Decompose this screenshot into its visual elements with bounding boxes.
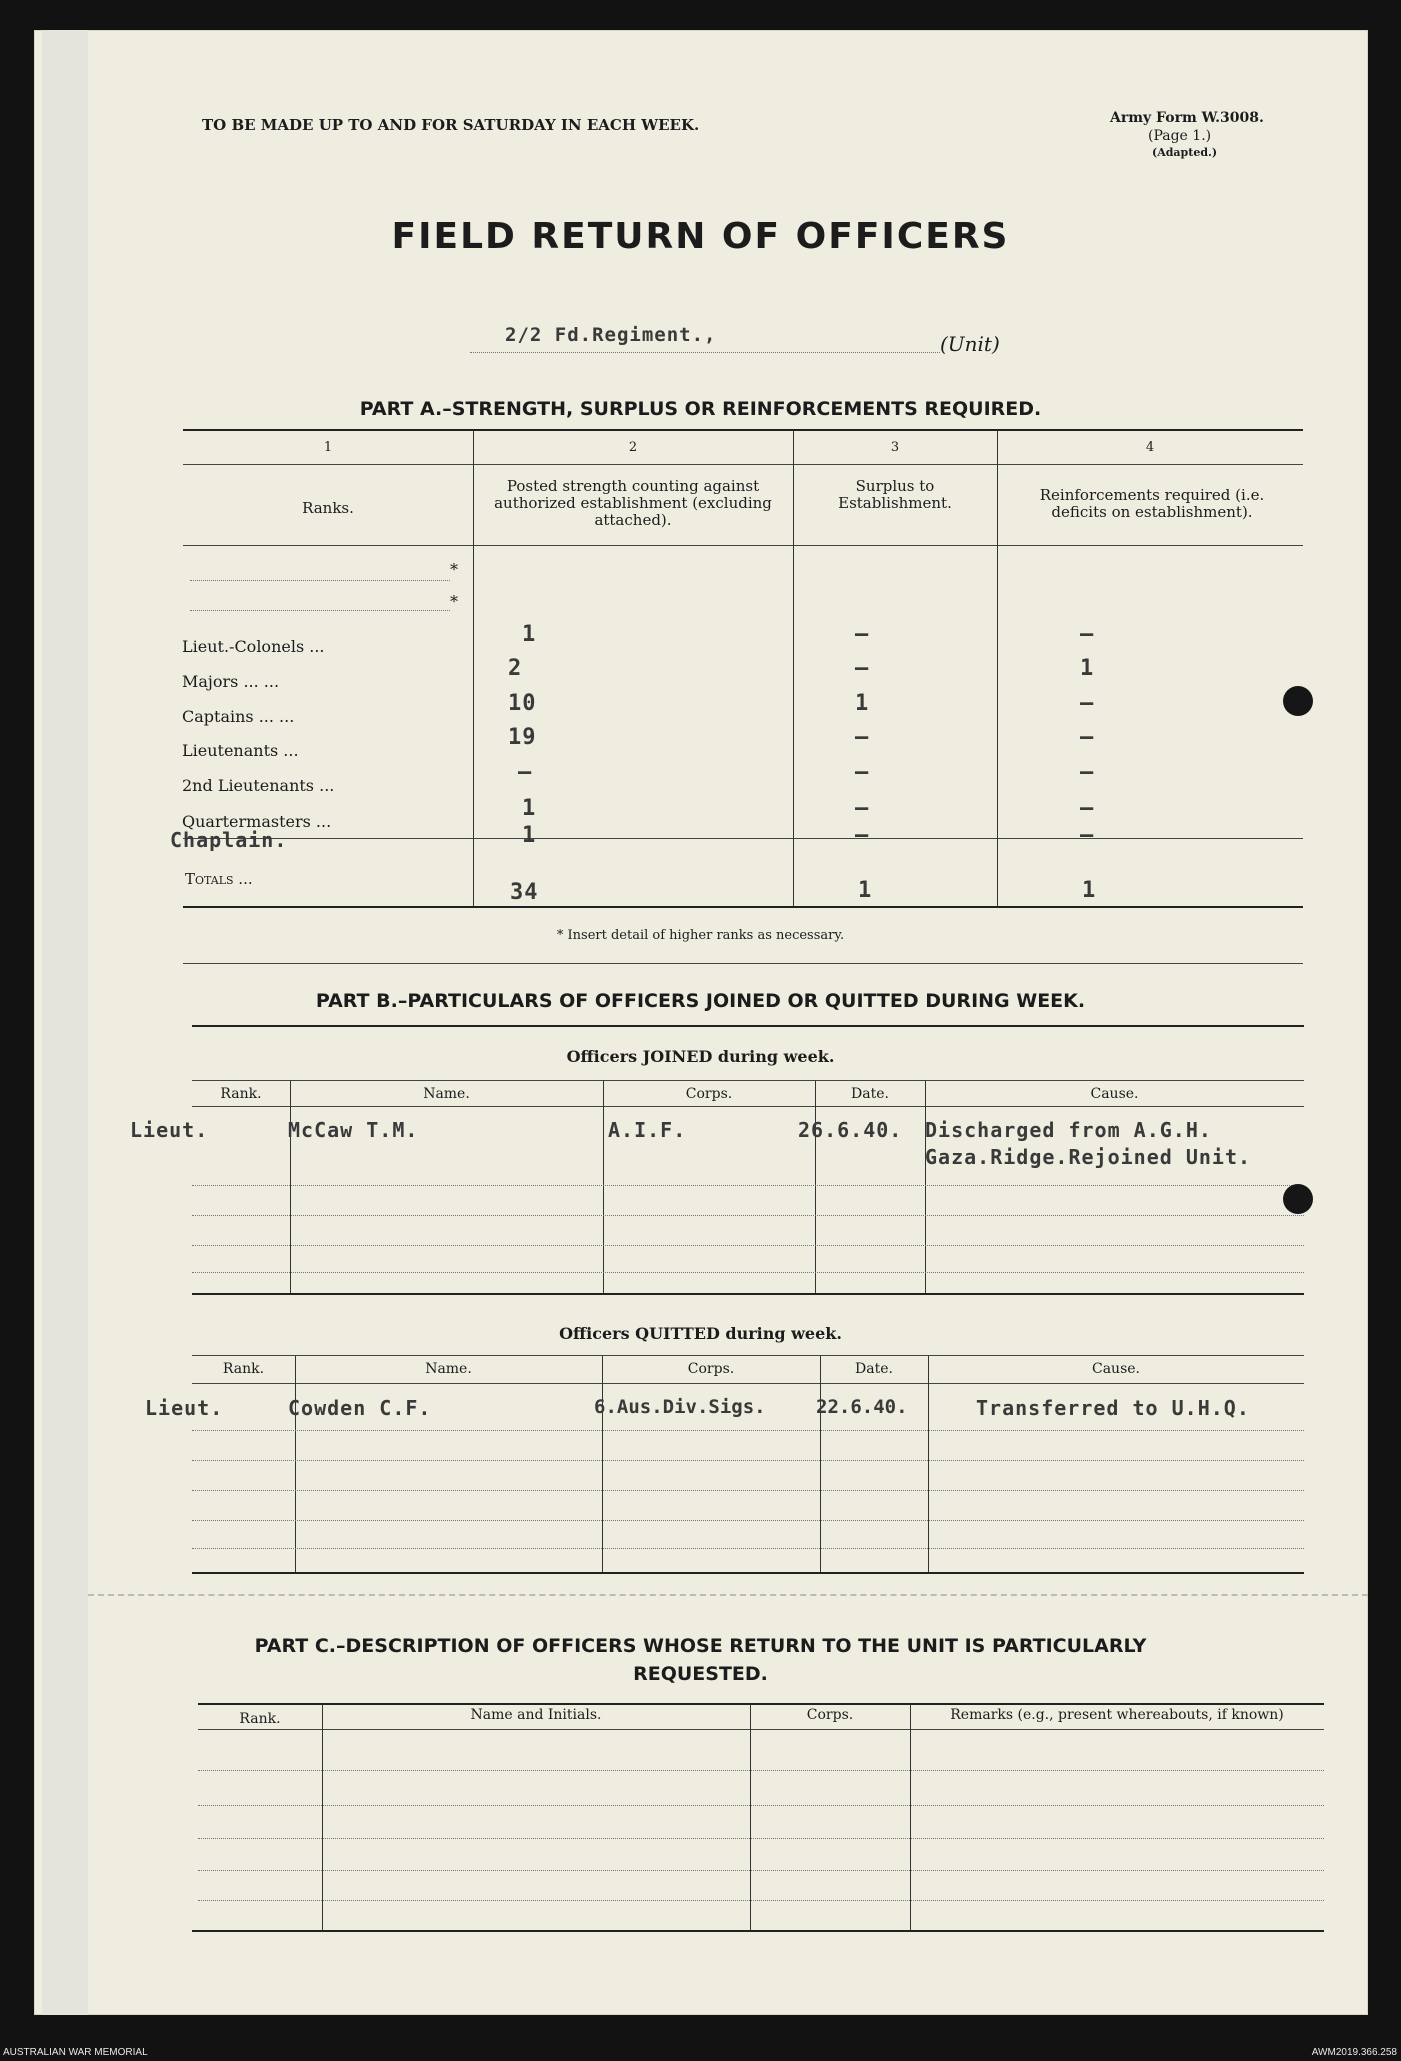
part-a-top-rule: [183, 429, 1303, 431]
posted-value: –: [518, 760, 533, 785]
rank-label: Lieutenants ...: [182, 741, 299, 760]
surplus-value: –: [855, 796, 870, 821]
rank-label: 2nd Lieutenants ...: [182, 776, 335, 795]
part-b-top-rule: [192, 1025, 1304, 1027]
part-a-totals-rule: [183, 838, 1303, 839]
reinforcements-value: –: [1080, 725, 1095, 750]
quitted-title: Officers QUITTED during week.: [559, 1324, 842, 1343]
unit-value: 2/2 Fd.Regiment.,: [505, 324, 717, 346]
part-a-bottom-rule: [183, 906, 1303, 908]
surplus-value: –: [855, 725, 870, 750]
joined-col-divider: [925, 1081, 926, 1293]
reinforcements-value: –: [1080, 796, 1095, 821]
part-a-col-divider: [997, 430, 998, 906]
punch-hole: [1283, 686, 1313, 716]
joined-header-bottom: [192, 1106, 1304, 1107]
joined-dotted-line: [192, 1185, 1304, 1186]
rank-label: Captains ... ...: [182, 707, 295, 726]
quitted-col-rank: Rank.: [222, 1361, 265, 1377]
rank-label: Majors ... ...: [182, 672, 280, 691]
rank-label: Lieut.-Colonels ...: [182, 637, 325, 656]
col-header-ranks: Ranks.: [302, 499, 354, 517]
quitted-col-cause: Cause.: [1092, 1361, 1140, 1377]
quitted-dotted-line: [192, 1430, 1304, 1431]
reinforcements-value: –: [1080, 760, 1095, 785]
joined-dotted-line: [192, 1245, 1304, 1246]
perforation-line: [88, 1594, 1368, 1596]
totals-posted: 34: [510, 880, 539, 905]
part-a-footnote-rule: [183, 963, 1303, 964]
form-number: Army Form W.3008.: [1110, 110, 1264, 126]
part-c-dotted-line: [198, 1838, 1324, 1839]
surplus-value: –: [855, 760, 870, 785]
blank-rank-line: [190, 580, 450, 581]
part-c-dotted-line: [198, 1900, 1324, 1901]
asterisk-mark: *: [450, 592, 458, 611]
part-c-col-divider: [910, 1704, 911, 1930]
col-number-3: 3: [890, 440, 900, 455]
part-a-footnote: * Insert detail of higher ranks as necessary.: [556, 928, 845, 943]
part-c-col-rank: Rank.: [239, 1711, 281, 1727]
part-c-dotted-line: [198, 1870, 1324, 1871]
posted-value: 10: [508, 691, 537, 716]
quitted-dotted-line: [192, 1490, 1304, 1491]
quitted-col-divider: [295, 1356, 296, 1572]
surplus-value: 1: [855, 691, 870, 716]
quitted-dotted-line: [192, 1520, 1304, 1521]
col-header-reinforcements: Reinforcements required (i.e. deficits on establishment).: [1039, 486, 1265, 521]
footer-accession-number: AWM2019.366.258: [1311, 2047, 1397, 2058]
part-a-col-divider: [793, 430, 794, 906]
joined-cause: Discharged from A.G.H.: [925, 1118, 1212, 1142]
posted-value: 19: [508, 725, 537, 750]
form-page: (Page 1.): [1148, 128, 1212, 144]
joined-col-divider: [290, 1081, 291, 1293]
part-c-col-remarks: Remarks (e.g., present whereabouts, if known): [950, 1707, 1284, 1723]
joined-col-name: Name.: [423, 1086, 470, 1102]
col-header-posted: Posted strength counting against authorized establishment (excluding attached).: [494, 477, 772, 529]
part-a-number-rule: [183, 464, 1303, 465]
part-c-bottom-rule: [192, 1930, 1324, 1932]
part-b-title: PART B.–PARTICULARS OF OFFICERS JOINED OR QUITTED DURING WEEK.: [315, 990, 1086, 1012]
quitted-header-bottom: [192, 1383, 1304, 1384]
surplus-value: –: [855, 823, 870, 848]
quitted-dotted-line: [192, 1460, 1304, 1461]
joined-header-top: [192, 1080, 1304, 1081]
quitted-dotted-line: [192, 1548, 1304, 1549]
part-c-col-divider: [750, 1704, 751, 1930]
col-number-4: 4: [1145, 440, 1155, 455]
totals-reinforcements: 1: [1082, 878, 1097, 903]
part-a-title: PART A.–STRENGTH, SURPLUS OR REINFORCEMENTS REQUIRED.: [359, 398, 1042, 420]
joined-date: 26.6.40.: [798, 1118, 903, 1142]
joined-corps: A.I.F.: [608, 1118, 687, 1142]
posted-value: 1: [522, 622, 537, 647]
reinforcements-value: –: [1080, 691, 1095, 716]
joined-dotted-line: [192, 1272, 1304, 1273]
joined-col-corps: Corps.: [685, 1086, 733, 1102]
quitted-col-divider: [602, 1356, 603, 1572]
posted-value: 1: [522, 796, 537, 821]
part-c-top-rule: [198, 1703, 1324, 1705]
col-number-2: 2: [628, 440, 638, 455]
reinforcements-value: –: [1080, 823, 1095, 848]
surplus-value: –: [855, 656, 870, 681]
quitted-rank: Lieut.: [145, 1396, 224, 1420]
reinforcements-value: –: [1080, 622, 1095, 647]
joined-name: McCaw T.M.: [288, 1118, 419, 1142]
quitted-bottom-rule: [192, 1572, 1304, 1574]
part-a-col-divider: [473, 430, 474, 906]
part-a-header-rule: [183, 545, 1303, 546]
posted-value: 1: [522, 823, 537, 848]
quitted-col-date: Date.: [855, 1361, 893, 1377]
rank-label-typed: Chaplain.: [170, 828, 288, 852]
joined-col-date: Date.: [851, 1086, 889, 1102]
part-c-title-line2: REQUESTED.: [633, 1663, 768, 1685]
quitted-col-divider: [928, 1356, 929, 1572]
quitted-col-name: Name.: [425, 1361, 472, 1377]
part-c-header-rule: [198, 1729, 1324, 1730]
asterisk-mark: *: [450, 560, 458, 579]
quitted-date: 22.6.40.: [816, 1396, 908, 1418]
joined-col-rank: Rank.: [220, 1086, 262, 1102]
page-title: FIELD RETURN OF OFFICERS: [391, 216, 1010, 257]
reinforcements-value: 1: [1080, 656, 1095, 681]
joined-dotted-line: [192, 1215, 1304, 1216]
joined-title: Officers JOINED during week.: [566, 1047, 835, 1066]
unit-label: (Unit): [940, 332, 1000, 356]
surplus-value: –: [855, 622, 870, 647]
quitted-name: Cowden C.F.: [288, 1396, 432, 1420]
col-number-1: 1: [323, 440, 333, 455]
joined-col-divider: [603, 1081, 604, 1293]
rank-label: Quartermasters ...: [182, 812, 332, 831]
part-c-col-name: Name and Initials.: [470, 1707, 602, 1723]
paper-fold-strip: [42, 30, 88, 2015]
totals-surplus: 1: [858, 878, 873, 903]
joined-col-cause: Cause.: [1090, 1086, 1139, 1102]
unit-dotted-line: [470, 352, 940, 353]
part-c-title: PART C.–DESCRIPTION OF OFFICERS WHOSE RETURN TO THE UNIT IS PARTICULARLY: [254, 1635, 1147, 1657]
quitted-col-divider: [820, 1356, 821, 1572]
part-c-dotted-line: [198, 1770, 1324, 1771]
blank-rank-line: [190, 610, 450, 611]
quitted-corps: 6.Aus.Div.Sigs.: [594, 1396, 766, 1418]
instruction-text: TO BE MADE UP TO AND FOR SATURDAY IN EACH WEEK.: [202, 116, 700, 134]
quitted-cause: Transferred to U.H.Q.: [976, 1396, 1250, 1420]
joined-col-divider: [815, 1081, 816, 1293]
posted-value: 2: [508, 656, 523, 681]
part-c-col-corps: Corps.: [806, 1707, 854, 1723]
punch-hole: [1283, 1184, 1313, 1214]
totals-label: Totals ...: [185, 870, 253, 888]
joined-cause-continued: Gaza.Ridge.Rejoined Unit.: [925, 1145, 1252, 1169]
joined-rank: Lieut.: [130, 1118, 209, 1142]
joined-bottom-rule: [192, 1293, 1304, 1295]
form-adapted: (Adapted.): [1152, 146, 1218, 159]
part-c-dotted-line: [198, 1805, 1324, 1806]
quitted-col-corps: Corps.: [687, 1361, 735, 1377]
col-header-surplus: Surplus to Establishment.: [838, 477, 952, 512]
quitted-header-top: [192, 1355, 1304, 1356]
part-c-col-divider: [322, 1704, 323, 1930]
footer-credit: AUSTRALIAN WAR MEMORIAL: [3, 2047, 148, 2058]
